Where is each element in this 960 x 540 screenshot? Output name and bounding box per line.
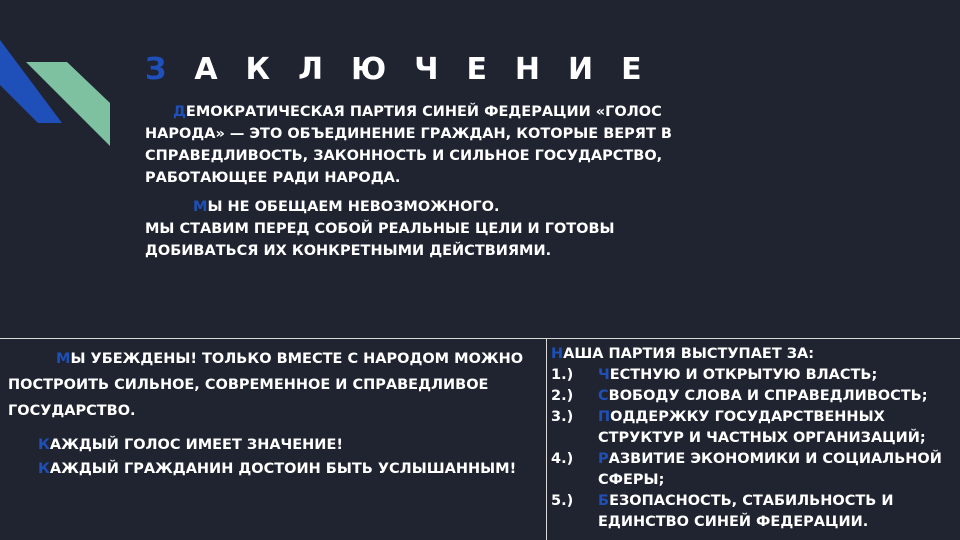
corner-decoration xyxy=(0,0,120,160)
list-item: 3.) ПОДДЕРЖКУ ГОСУДАРСТВЕННЫХ СТРУКТУР И ЧАСТНЫХ ОРГАНИЗАЦИЙ; xyxy=(551,409,926,446)
belief-paragraph xyxy=(8,346,538,424)
slogan-line-1: КАЖДЫЙ ГОЛОС ИМЕЕТ ЗНАЧЕНИЕ! xyxy=(38,437,343,453)
title-rest: АКЛЮЧЕНИЕ xyxy=(194,52,670,87)
slide-title xyxy=(145,52,670,87)
slogans xyxy=(38,433,516,481)
list-item: 4.) РАЗВИТИЕ ЭКОНОМИКИ И СОЦИАЛЬНОЙ СФЕРЫ; xyxy=(551,451,942,488)
platform-heading: НАША ПАРТИЯ ВЫСТУПАЕТ ЗА: xyxy=(551,346,815,362)
vertical-divider xyxy=(546,338,547,540)
platform-panel xyxy=(551,344,951,533)
belief-text: Ы УБЕЖДЕНЫ! ТОЛЬКО ВМЕСТЕ С НАРОДОМ МОЖНО ПОСТРОИТЬ СИЛЬНОЕ, СОВРЕМЕННОЕ И СПРАВЕДЛИВОЕ ГОСУДАРСТВО. xyxy=(8,351,524,419)
promise-first-letter: М xyxy=(193,199,208,215)
promise-line2: МЫ СТАВИМ ПЕРЕД СОБОЙ РЕАЛЬНЫЕ ЦЕЛИ И ГОТОВЫ ДОБИВАТЬСЯ ИХ КОНКРЕТНЫМИ ДЕЙСТВИЯМИ. xyxy=(145,221,615,259)
slogan-line-2: КАЖДЫЙ ГРАЖДАНИН ДОСТОИН БЫТЬ УСЛЫШАННЫМ! xyxy=(38,461,517,477)
belief-first-letter: М xyxy=(56,351,71,367)
promise-line1: Ы НЕ ОБЕЩАЕМ НЕВОЗМОЖНОГО. xyxy=(207,199,500,215)
list-item: 5.) БЕЗОПАСНОСТЬ, СТАБИЛЬНОСТЬ И ЕДИНСТВО СИНЕЙ ФЕДЕРАЦИИ. xyxy=(551,493,894,530)
title-first-letter: З xyxy=(145,52,195,87)
platform-list xyxy=(551,365,951,533)
promise-paragraph xyxy=(145,196,705,262)
list-item: 1.) ЧЕСТНУЮ И ОТКРЫТУЮ ВЛАСТЬ; xyxy=(551,367,878,383)
intro-text: ЕМОКРАТИЧЕСКАЯ ПАРТИЯ СИНЕЙ ФЕДЕРАЦИИ «ГОЛОС НАРОДА» — ЭТО ОБЪЕДИНЕНИЕ ГРАЖДАН, КОТОРЫЕ ВЕРЯТ В СПРАВЕДЛИВОСТЬ, ЗАКОННОСТЬ И СИЛЬНОЕ ГОСУДАРСТВО, РАБОТАЮЩЕЕ РАДИ НАРОДА. xyxy=(145,104,672,186)
intro-paragraph xyxy=(145,101,705,189)
horizontal-divider xyxy=(0,338,960,339)
list-item: 2.) СВОБОДУ СЛОВА И СПРАВЕДЛИВОСТЬ; xyxy=(551,388,928,404)
intro-first-letter: Д xyxy=(173,104,186,120)
